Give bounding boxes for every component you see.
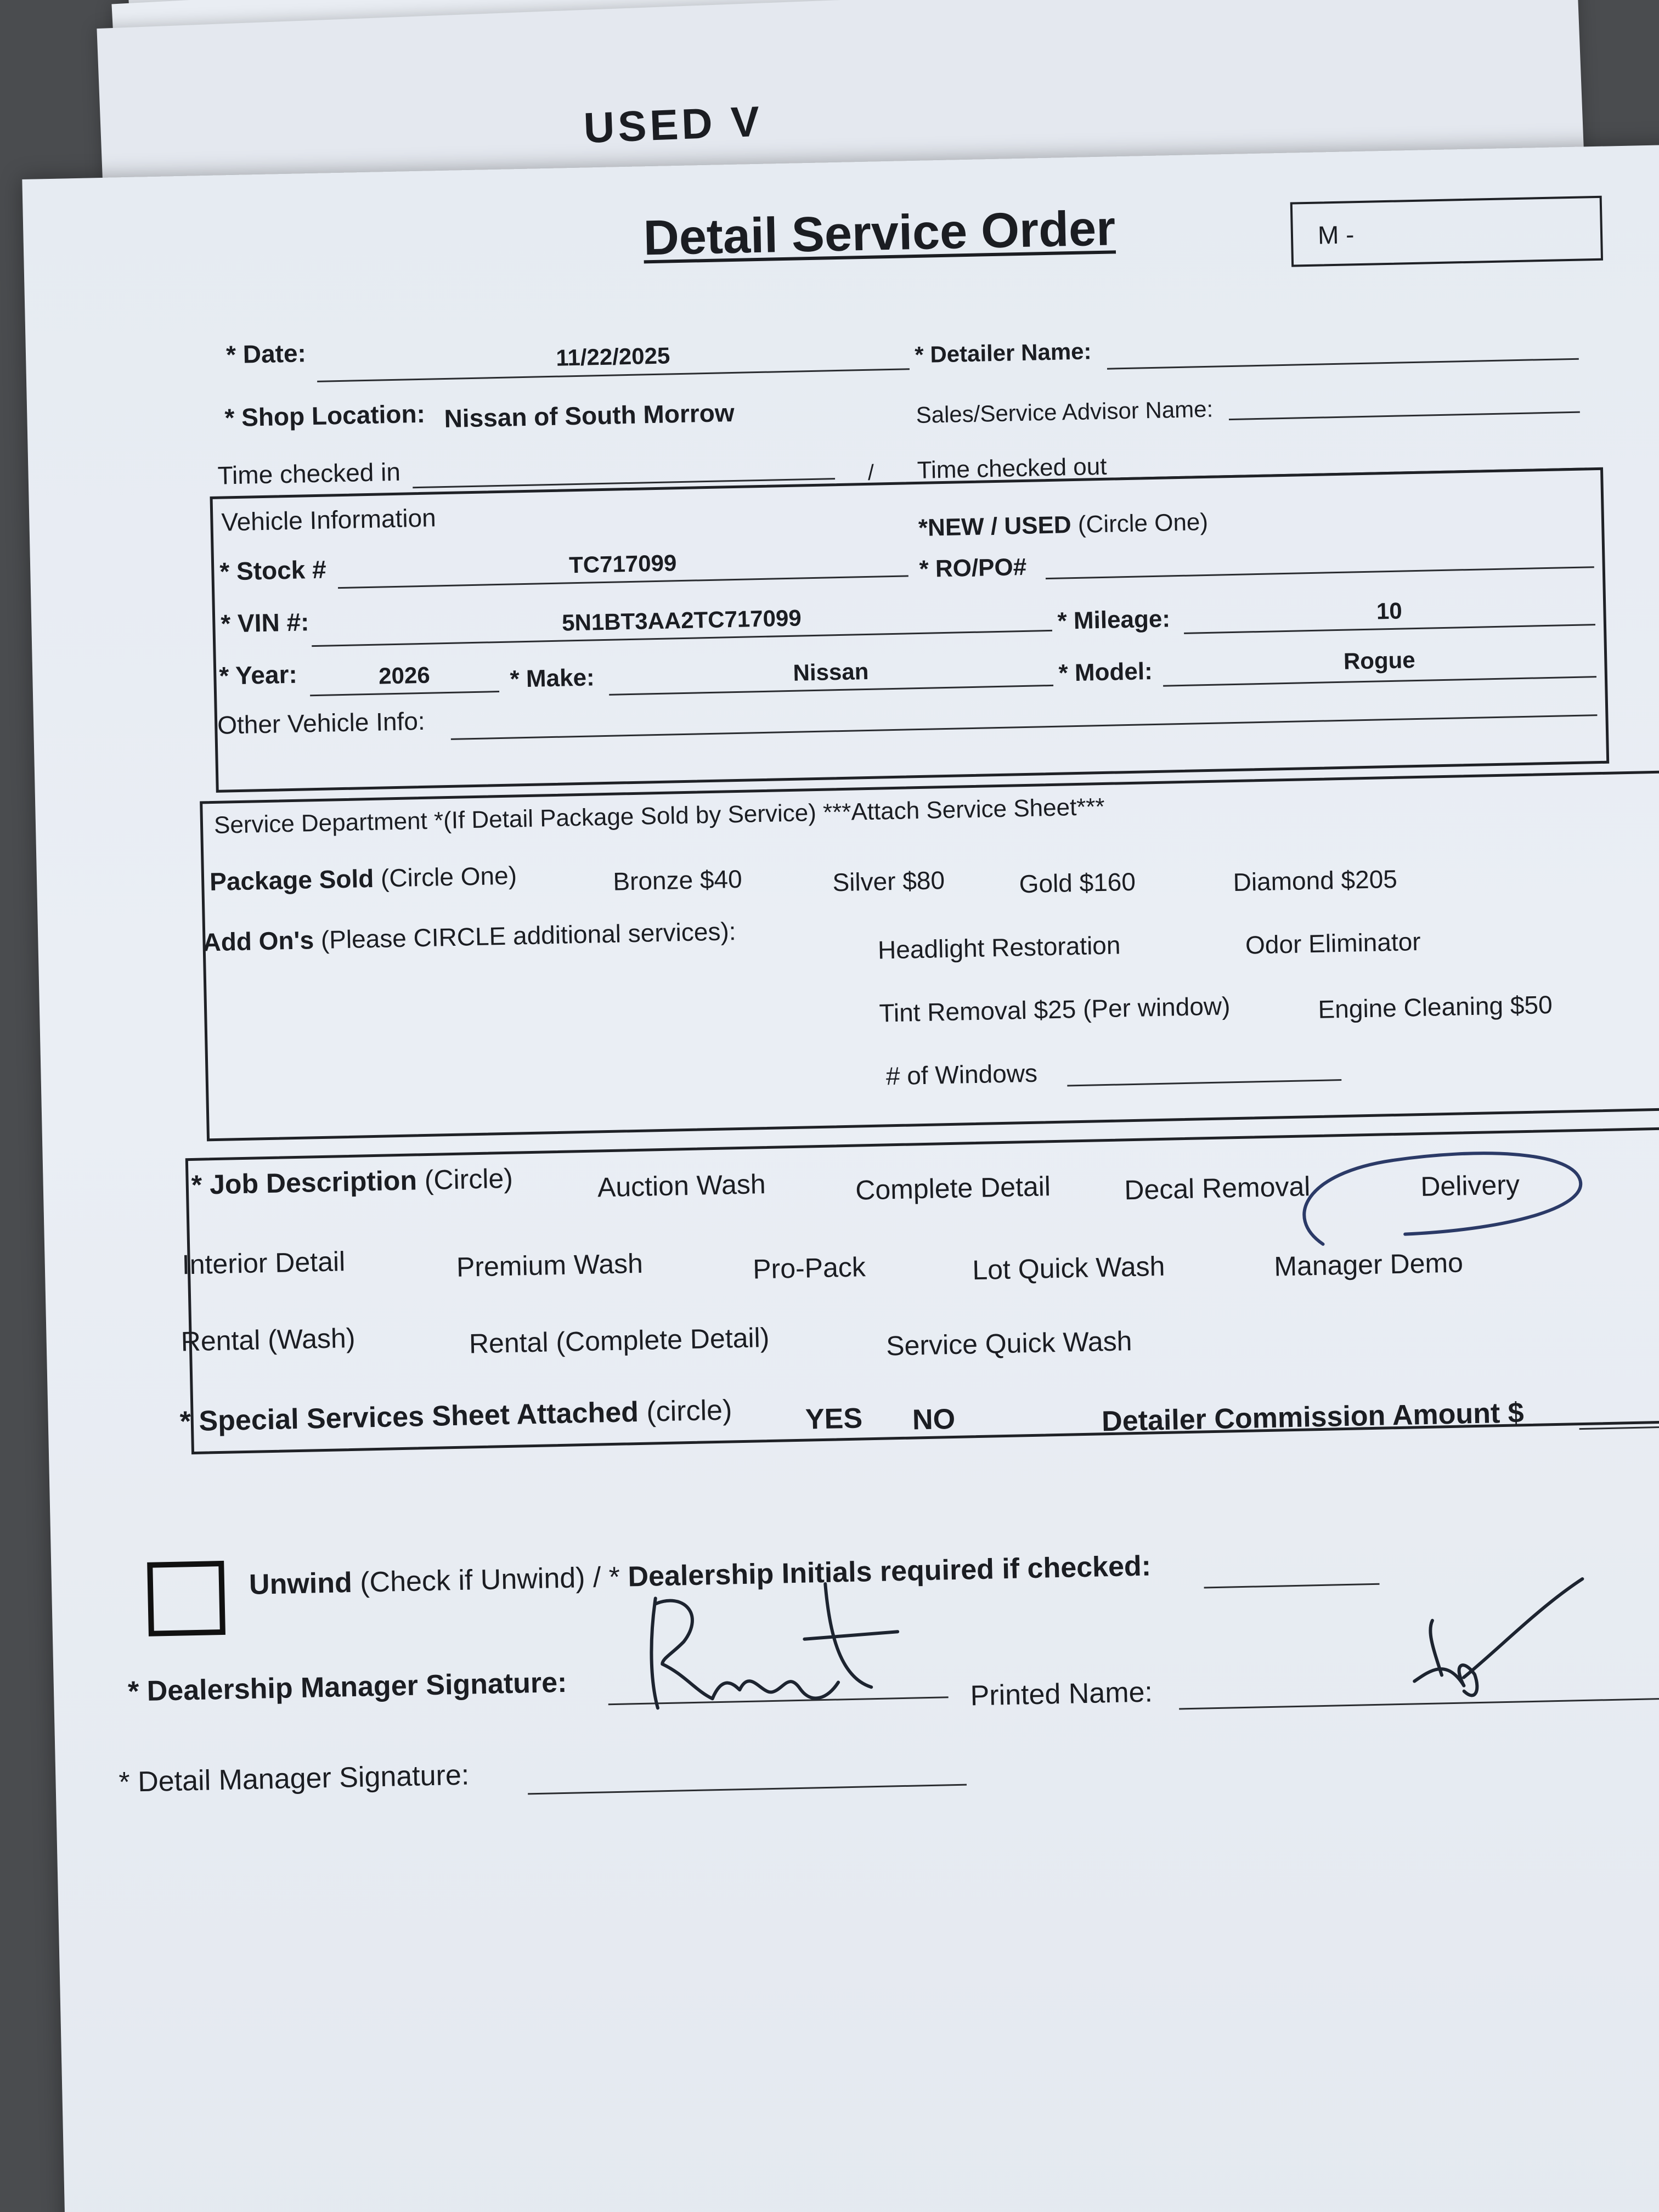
package-sold-label: Package Sold xyxy=(209,864,374,896)
package-diamond[interactable]: Diamond $205 xyxy=(1233,864,1398,897)
special-services-no[interactable]: NO xyxy=(912,1403,956,1436)
detail-manager-signature-field[interactable] xyxy=(528,1784,967,1795)
back-sheet-heading: USED V xyxy=(583,97,764,153)
advisor-name-label: Sales/Service Advisor Name: xyxy=(916,396,1214,428)
package-silver[interactable]: Silver $80 xyxy=(832,866,945,897)
job-delivery[interactable]: Delivery xyxy=(1420,1169,1520,1203)
new-used-hint: (Circle One) xyxy=(1077,508,1209,538)
detailer-name-label: * Detailer Name: xyxy=(914,338,1092,368)
other-vehicle-info-label: Other Vehicle Info: xyxy=(217,706,426,740)
detailer-name-field[interactable] xyxy=(1107,358,1579,370)
printed-name-mark xyxy=(1379,1579,1590,1726)
m-number-label: M - xyxy=(1317,220,1355,250)
unwind-hint: (Check if Unwind) / * xyxy=(359,1561,620,1599)
shop-location-label: * Shop Location: xyxy=(224,399,426,432)
dealer-manager-signature xyxy=(639,1576,927,1714)
service-department-header: Service Department *(If Detail Package Sold by Service) ***Attach Service Sheet*** xyxy=(213,793,1105,839)
job-interior-detail[interactable]: Interior Detail xyxy=(182,1246,346,1280)
detail-service-order-form xyxy=(22,144,1659,2212)
make-value: Nissan xyxy=(793,658,869,686)
m-number-box[interactable] xyxy=(1290,196,1603,267)
model-value: Rogue xyxy=(1343,647,1416,674)
ro-po-label: * RO/PO# xyxy=(919,553,1027,583)
delivery-circle-mark xyxy=(1283,1135,1592,1262)
add-ons-hint: (Please CIRCLE additional services): xyxy=(320,917,737,954)
special-services-hint: (circle) xyxy=(646,1394,732,1428)
dealer-manager-signature-label: * Dealership Manager Signature: xyxy=(127,1666,567,1708)
make-label: * Make: xyxy=(510,664,595,693)
vehicle-info-heading: Vehicle Information xyxy=(221,503,437,537)
mileage-label: * Mileage: xyxy=(1057,605,1171,635)
addon-engine-cleaning[interactable]: Engine Cleaning $50 xyxy=(1317,990,1553,1024)
job-service-quick-wash[interactable]: Service Quick Wash xyxy=(885,1325,1132,1362)
unwind-label: Unwind xyxy=(249,1567,353,1601)
addon-headlight-restoration[interactable]: Headlight Restoration xyxy=(877,930,1121,964)
windows-count-label: # of Windows xyxy=(885,1058,1038,1091)
form-title: Detail Service Order xyxy=(642,201,1116,266)
mileage-value: 10 xyxy=(1376,597,1403,624)
package-gold[interactable]: Gold $160 xyxy=(1019,867,1136,899)
job-rental-wash[interactable]: Rental (Wash) xyxy=(180,1322,356,1357)
job-auction-wash[interactable]: Auction Wash xyxy=(597,1169,766,1203)
printed-name-label: Printed Name: xyxy=(970,1676,1153,1712)
addon-odor-eliminator[interactable]: Odor Eliminator xyxy=(1245,927,1421,960)
job-rental-complete-detail[interactable]: Rental (Complete Detail) xyxy=(469,1322,770,1359)
special-services-yes[interactable]: YES xyxy=(805,1402,863,1436)
initials-label: Dealership Initials required if checked: xyxy=(627,1550,1152,1593)
commission-label: Detailer Commission Amount $ xyxy=(1101,1397,1525,1438)
detail-manager-signature-label: * Detail Manager Signature: xyxy=(118,1759,470,1798)
new-used-label: *NEW / USED xyxy=(918,511,1072,541)
vin-value: 5N1BT3AA2TC717099 xyxy=(561,605,802,636)
package-sold-hint: (Circle One) xyxy=(380,861,517,893)
job-complete-detail[interactable]: Complete Detail xyxy=(855,1171,1051,1206)
job-premium-wash[interactable]: Premium Wash xyxy=(456,1248,644,1283)
year-label: * Year: xyxy=(218,659,298,690)
add-ons-label: Add On's xyxy=(202,926,314,957)
job-pro-pack[interactable]: Pro-Pack xyxy=(752,1251,866,1285)
commission-field[interactable] xyxy=(1579,1425,1659,1430)
stock-label: * Stock # xyxy=(219,555,327,586)
time-out-label: Time checked out xyxy=(917,453,1107,484)
job-manager-demo[interactable]: Manager Demo xyxy=(1273,1247,1464,1282)
vin-label: * VIN #: xyxy=(220,607,309,638)
job-decal-removal[interactable]: Decal Removal xyxy=(1124,1171,1311,1206)
job-description-label-row xyxy=(191,1163,513,1201)
model-label: * Model: xyxy=(1058,658,1153,687)
unwind-checkbox[interactable] xyxy=(147,1561,225,1637)
initials-field[interactable] xyxy=(1204,1583,1380,1589)
stock-value: TC717099 xyxy=(568,550,677,578)
job-lot-quick-wash[interactable]: Lot Quick Wash xyxy=(972,1250,1165,1286)
date-value: 11/22/2025 xyxy=(555,342,670,371)
time-separator: / xyxy=(867,460,874,485)
special-services-label: * Special Services Sheet Attached xyxy=(179,1396,639,1438)
date-label: * Date: xyxy=(225,338,307,369)
addon-tint-removal[interactable]: Tint Removal $25 (Per window) xyxy=(878,991,1231,1028)
job-description-hint: (Circle) xyxy=(424,1163,514,1196)
job-description-label: * Job Description xyxy=(191,1165,417,1200)
advisor-name-field[interactable] xyxy=(1229,411,1580,420)
shop-location-value: Nissan of South Morrow xyxy=(444,398,735,433)
package-bronze[interactable]: Bronze $40 xyxy=(612,864,743,896)
time-in-label: Time checked in xyxy=(217,457,401,490)
year-value: 2026 xyxy=(378,662,431,689)
